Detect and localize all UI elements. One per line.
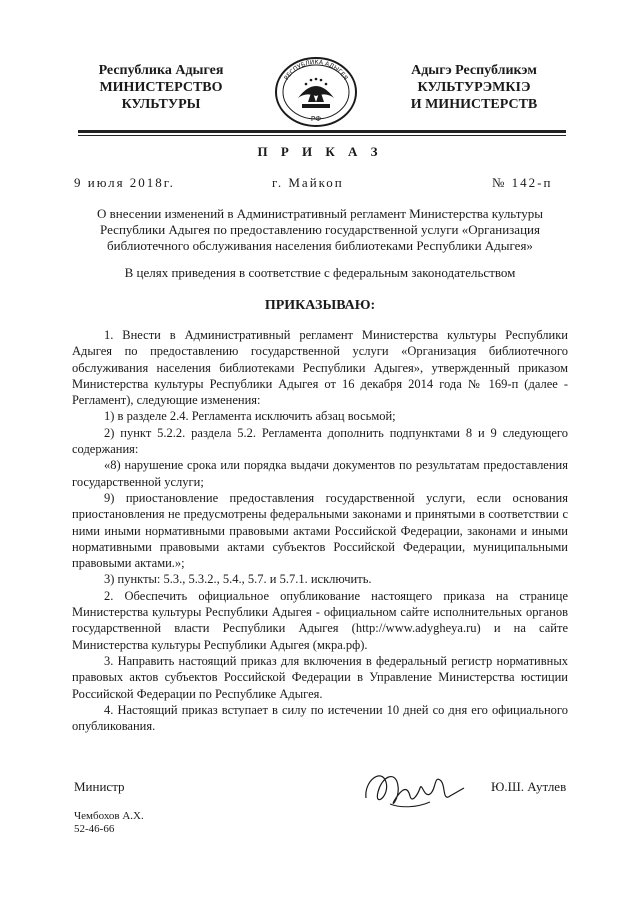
body-paragraph: 3) пункты: 5.3., 5.3.2., 5.4., 5.7. и 5.7.1. исключить.: [104, 572, 372, 587]
header-left-line: МИНИСТЕРСТВО: [99, 80, 223, 95]
coat-of-arms-icon: [268, 52, 364, 128]
header-divider-thin: [78, 135, 566, 136]
body-paragraph: «8) нарушение срока или порядка выдачи документов по результатам предоставления государственной услуги;: [72, 458, 568, 489]
document-subject: О внесении изменений в Административный регламент Министерства культуры Республики Адыгея по предоставлению государственной услуги «Организация библиотечного обслуживания населения библиотеками Республики Адыгея»: [96, 206, 543, 253]
body-paragraph: 1) в разделе 2.4. Регламента исключить абзац восьмой;: [104, 409, 396, 424]
emblem-ribbon-text: РЕСПУБЛИКА АДЫГЕЯ: [283, 58, 349, 82]
header-left-line: КУЛЬТУРЫ: [121, 97, 201, 112]
header-right-line: И МИНИСТЕРСТВ: [410, 97, 538, 112]
body-paragraph: 2. Обеспечить официальное опубликование настоящего приказа на странице Министерства культуры Республики Адыгея - официальном сайте исполнительных органов государственной власти Республики Адыгея (http://www.adygheya.ru) и на сайте Министерства культуры Республики Адыгея (мкра.рф).: [72, 588, 568, 652]
body-paragraph: 1. Внести в Административный регламент Министерства культуры Республики Адыгея по предоставлению государственной услуги «Организация библиотечного обслуживания населения библиотеками Республики Адыгея», утвержденный приказом Министерства культуры Республики Адыгея от 16 декабря 2014 года № 169-п (далее - Регламент), следующие изменения:: [72, 328, 568, 408]
handwritten-signature-icon: [360, 758, 468, 818]
executor-name: Чембохов А.Х.: [74, 810, 144, 822]
signatory-role: Министр: [74, 779, 125, 794]
document-title: П Р И К А З: [257, 144, 383, 159]
document-date: 9 июля 2018г.: [74, 175, 175, 190]
header-divider-thick: [78, 130, 566, 133]
signatory-name: Ю.Ш. Аутлев: [491, 779, 567, 794]
header-left-ministry: [78, 62, 244, 113]
emblem-bottom-text: РФ: [310, 115, 322, 123]
document-body: [72, 327, 568, 734]
header-right-ministry: [382, 62, 566, 113]
document-number: № 142-п: [492, 175, 553, 190]
body-paragraph: 4. Настоящий приказ вступает в силу по истечении 10 дней со дня его официального опубликования.: [72, 702, 568, 734]
header-right-line: Адыгэ Республикэм: [411, 63, 537, 78]
document-preamble: В целях приведения в соответствие с федеральным законодательством: [124, 265, 516, 280]
order-heading: ПРИКАЗЫВАЮ:: [264, 298, 376, 313]
header-right-line: КУЛЬТУРЭМКIЭ: [417, 80, 531, 95]
executor-contact: [74, 810, 144, 836]
body-paragraph: 2) пункт 5.2.2. раздела 5.2. Регламента дополнить подпунктами 8 и 9 следующего содержания:: [72, 425, 568, 457]
body-paragraph: 9) приостановление предоставления государственной услуги, если основания приостановления не предусмотрены федеральными законами и принятыми в соответствии с ними иными нормативными правовыми актами Российской Федерации, законами и иными нормативными правовыми актами субъектов Российской Федерации, муниципальными правовыми актами.»;: [72, 490, 568, 571]
body-paragraph: 3. Направить настоящий приказ для включения в федеральный регистр нормативных правовых актов субъектов Российской Федерации в Управление Министерства юстиции Российской Федерации по Республике Адыгея.: [72, 653, 568, 701]
document-city: г. Майкоп: [272, 175, 344, 190]
executor-phone: 52-46-66: [74, 823, 115, 835]
header-left-line: Республика Адыгея: [98, 63, 224, 78]
